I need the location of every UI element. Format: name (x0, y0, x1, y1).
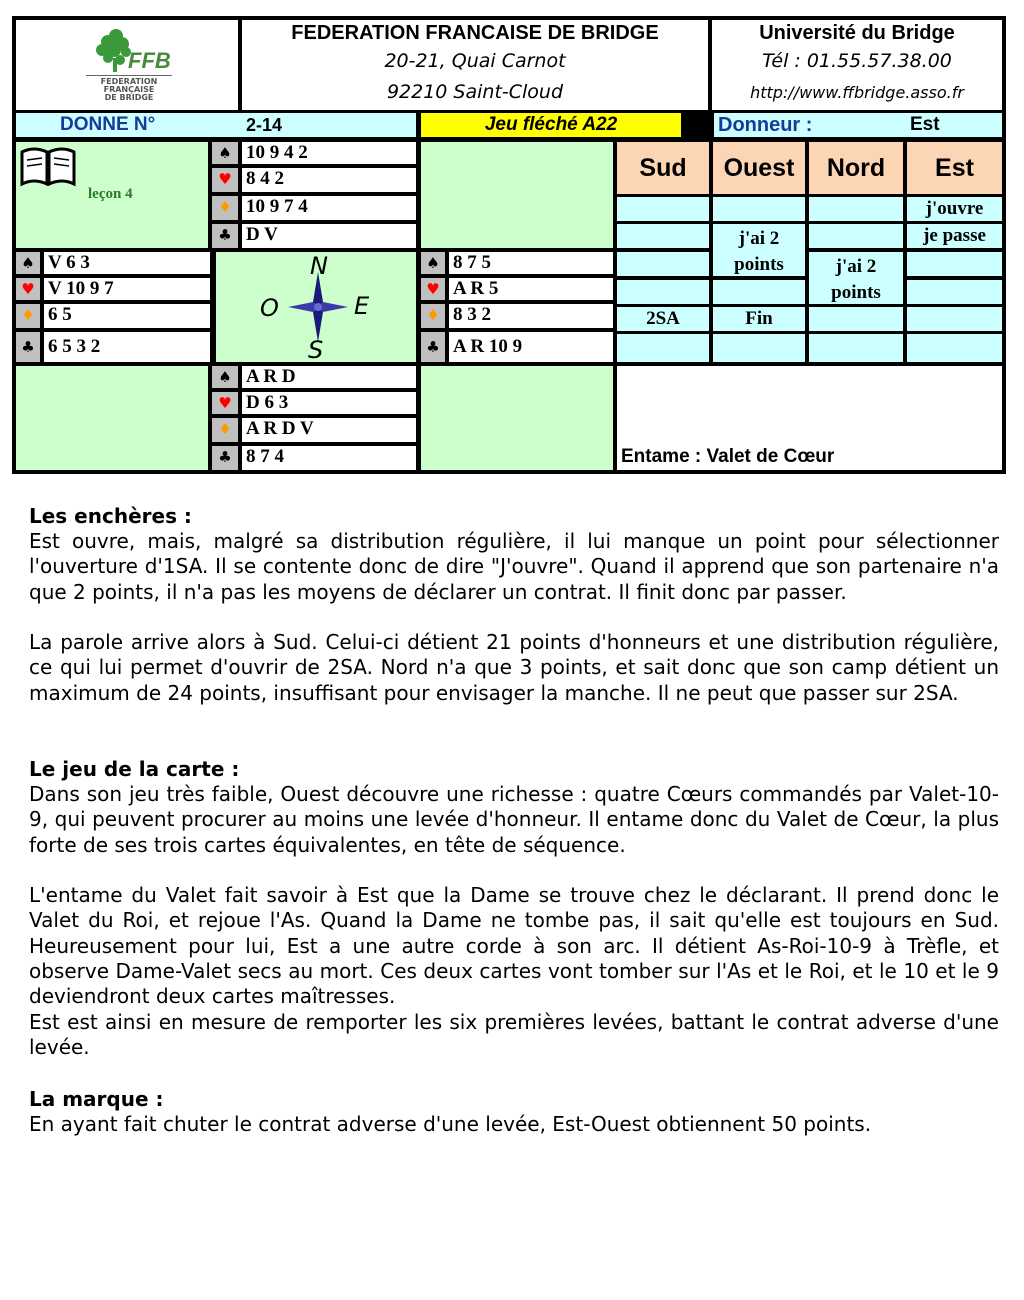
paragraph-score: En ayant fait chuter le contrat adverse d'une levée, Est-Ouest obtiennent 50 points. (29, 1112, 872, 1136)
bid-cell (617, 252, 709, 276)
logo-divider (86, 75, 172, 76)
ffb-logo (16, 20, 238, 110)
dealer-row (714, 113, 1002, 137)
exercise-title: Jeu fléché A22 (421, 113, 681, 137)
spade-icon: ♠ (212, 142, 238, 164)
blank-panel-sw (16, 366, 208, 470)
south-diamonds: A R D V (242, 418, 416, 442)
spade-icon: ♠ (421, 252, 445, 274)
east-clubs: A R 10 9 (449, 332, 613, 362)
heart-icon: ♥ (421, 278, 445, 300)
heart-icon: ♥ (212, 168, 238, 192)
east-diamonds: 8 3 2 (449, 304, 613, 328)
deal-card-frame (12, 16, 1006, 474)
bid-cell (617, 334, 709, 362)
bid-cell (713, 334, 805, 362)
logo-text: FFB (128, 48, 171, 73)
diamond-icon: ♦ (16, 304, 40, 328)
bid-est-2: je passe (907, 224, 1002, 248)
north-clubs: D V (242, 224, 416, 248)
paragraph-play-1: Dans son jeu très faible, Ouest découvre une richesse : quatre Cœurs commandés par Valet-10-9, qui peuvent procurer au moins une levée d'honneur. Il entame donc du Valet de Cœur, la plus forte de ses trois cartes équivalentes, en tête de séquence. (29, 782, 999, 857)
heart-icon: ♥ (16, 278, 40, 300)
south-clubs: 8 7 4 (242, 446, 416, 470)
bid-cell (809, 197, 903, 221)
address-line-2: 92210 Saint-Cloud (386, 81, 564, 103)
blank-panel-se (421, 366, 613, 470)
west-spades: V 6 3 (44, 252, 210, 274)
club-icon: ♣ (212, 446, 238, 470)
bid-cell (907, 307, 1002, 331)
bid-nord-1: j'ai 2 points (809, 252, 903, 304)
bid-cell (713, 197, 805, 221)
spade-icon: ♠ (16, 252, 40, 274)
bid-cell (907, 280, 1002, 304)
diamond-icon: ♦ (212, 196, 238, 220)
bid-ouest-1: j'ai 2 points (713, 224, 805, 276)
phone: Tél : 01.55.57.38.00 (762, 50, 952, 72)
seat-sud: Sud (617, 142, 709, 194)
bid-cell (809, 334, 903, 362)
bid-cell (617, 280, 709, 304)
lesson-link[interactable]: leçon 4 (88, 186, 133, 202)
bid-cell (713, 280, 805, 304)
paragraph-bidding-2: La parole arrive alors à Sud. Celui-ci détient 21 points d'honneurs et une distribution régulière, ce qui lui permet d'ouvrir de 2SA. Nord n'a que 3 points, et sait donc que son camp détient un maximum de 24 points, insuffisant pour envisager la manche. Il ne peut que passer sur 2SA. (29, 630, 999, 705)
west-hearts: V 10 9 7 (44, 278, 210, 300)
west-clubs: 6 5 3 2 (44, 332, 210, 362)
opening-lead: Entame : Valet de Cœur (621, 446, 835, 467)
donne-label: DONNE N° (60, 114, 156, 135)
spade-icon: ♠ (212, 366, 238, 388)
dealer-value: Est (910, 114, 940, 135)
bid-cell (617, 197, 709, 221)
compass-e: E (354, 292, 370, 320)
university-name: Université du Bridge (759, 22, 955, 44)
logo-caption: FEDERATION FRANÇAISE DE BRIDGE (100, 77, 158, 102)
website-url[interactable]: http://www.ffbridge.asso.fr (750, 83, 964, 102)
address-line-1: 20-21, Quai Carnot (384, 50, 566, 72)
section-heading-bidding: Les enchères : (29, 504, 192, 528)
lead-panel (617, 366, 1002, 470)
compass (216, 252, 416, 362)
heart-icon: ♥ (212, 392, 238, 414)
bid-cell (809, 224, 903, 248)
paragraph-play-2: L'entame du Valet fait savoir à Est que la Dame se trouve chez le déclarant. Il prend donc le Valet du Roi, et rejoue l'As. Quand la Dame ne tombe pas, il sait qu'elle est toujours en Sud. Heureusement pour lui, Est a une autre corde à son arc. Il détient As-Roi-10-9 à Trèfle, et observe Dame-Valet secs au mort. Ces deux cartes vont tomber sur l'As et le Roi, et le 10 et le 9 deviendront deux cartes maîtresses. (29, 883, 999, 1009)
bid-ouest-3: Fin (713, 307, 805, 331)
bid-cell (617, 224, 709, 248)
west-diamonds: 6 5 (44, 304, 210, 328)
south-spades: A R D (242, 366, 416, 388)
bid-cell (907, 252, 1002, 276)
north-spades: 10 9 4 2 (242, 142, 416, 164)
east-spades: 8 7 5 (449, 252, 613, 274)
section-heading-play: Le jeu de la carte : (29, 757, 240, 781)
bid-cell (809, 307, 903, 331)
north-diamonds: 10 9 7 4 (242, 196, 416, 220)
federation-header (242, 20, 708, 110)
bid-est-1: j'ouvre (907, 197, 1002, 221)
bid-sud-2: 2SA (617, 307, 709, 331)
club-icon: ♣ (212, 224, 238, 248)
seat-nord: Nord (809, 142, 903, 194)
book-icon[interactable] (20, 146, 76, 188)
dealer-label: Donneur : (718, 114, 813, 136)
section-heading-score: La marque : (29, 1087, 164, 1111)
donne-number: 2-14 (246, 115, 283, 135)
bid-cell (907, 334, 1002, 362)
federation-name: FEDERATION FRANCAISE DE BRIDGE (291, 22, 659, 44)
compass-o: O (260, 294, 279, 322)
university-header (712, 20, 1002, 110)
blank-panel-ne (421, 142, 613, 248)
paragraph-bidding-1: Est ouvre, mais, malgré sa distribution régulière, il lui manque un point pour sélectionner l'ouverture d'1SA. Il se contente donc de dire "J'ouvre". Quand il apprend que son partenaire n'a que 2 points, il n'a pas les moyens de déclarer un contrat. Il finit donc par passer. (29, 529, 999, 604)
lesson-panel (16, 142, 208, 248)
seat-est: Est (907, 142, 1002, 194)
compass-s: S (308, 336, 324, 364)
club-icon: ♣ (16, 332, 40, 362)
club-icon: ♣ (421, 332, 445, 362)
donne-row (16, 113, 416, 137)
north-hearts: 8 4 2 (242, 168, 416, 192)
compass-n: N (310, 252, 328, 280)
seat-ouest: Ouest (713, 142, 805, 194)
south-hearts: D 6 3 (242, 392, 416, 414)
paragraph-play-3: Est est ainsi en mesure de remporter les six premières levées, battant le contrat adverse d'une levée. (29, 1010, 999, 1060)
diamond-icon: ♦ (421, 304, 445, 328)
diamond-icon: ♦ (212, 418, 238, 442)
east-hearts: A R 5 (449, 278, 613, 300)
compass-rose-icon (288, 272, 348, 342)
